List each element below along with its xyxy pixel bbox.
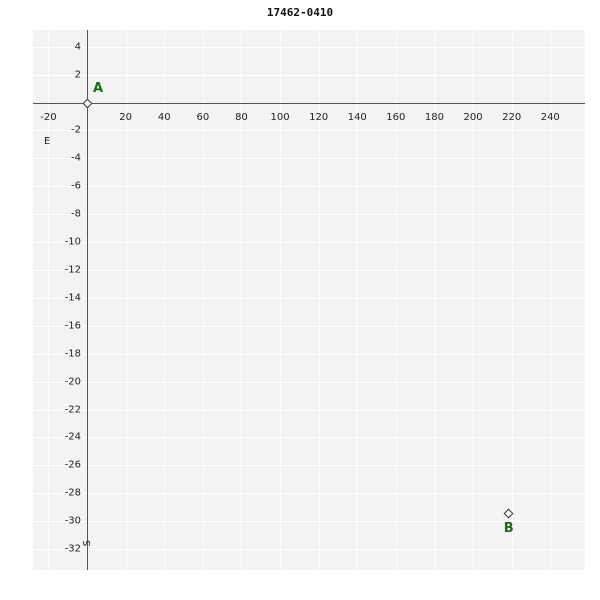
y-axis-tick-label: -32	[64, 543, 82, 555]
gridline-horizontal	[33, 242, 585, 243]
chart-title: 17462-0410	[266, 6, 334, 19]
gridline-horizontal	[33, 158, 585, 159]
y-axis-tick-label: -12	[64, 264, 82, 276]
x-axis-tick-label: 20	[119, 111, 133, 123]
gridline-horizontal	[33, 186, 585, 187]
gridline-horizontal	[33, 493, 585, 494]
x-axis-tick-label: 240	[540, 111, 560, 123]
gridline-horizontal	[33, 326, 585, 327]
y-axis-tick-label: -6	[71, 180, 82, 192]
y-axis-tick-label: -20	[64, 376, 82, 388]
y-axis-tick-label: -14	[64, 292, 82, 304]
gridline-horizontal	[33, 382, 585, 383]
x-axis-tick-label: 40	[157, 111, 171, 123]
gridline-horizontal	[33, 298, 585, 299]
gridline-horizontal	[33, 354, 585, 355]
x-axis-tick-label: 120	[309, 111, 329, 123]
y-axis-tick-label: -24	[64, 431, 82, 443]
x-axis-tick-label: 140	[347, 111, 367, 123]
compass-south-label: S	[82, 540, 93, 547]
y-axis-tick-label: -30	[64, 515, 82, 527]
gridline-horizontal	[33, 270, 585, 271]
x-axis-tick-label: 220	[502, 111, 522, 123]
y-axis-tick-label: -26	[64, 459, 82, 471]
x-axis-tick-label: 60	[196, 111, 210, 123]
y-axis-tick-label: -4	[71, 152, 82, 164]
gridline-horizontal	[33, 465, 585, 466]
data-point-label: B	[503, 520, 514, 536]
gridline-horizontal	[33, 437, 585, 438]
y-axis-tick-label: -16	[64, 320, 82, 332]
data-point-label: A	[93, 80, 104, 96]
x-axis-tick-label: -20	[40, 111, 57, 123]
x-axis-tick-label: 160	[386, 111, 406, 123]
gridline-horizontal	[33, 130, 585, 131]
y-axis-tick-label: -18	[64, 348, 82, 360]
y-axis-tick-label: -10	[64, 236, 82, 248]
x-axis-tick-label: 80	[235, 111, 248, 123]
gridline-horizontal	[33, 47, 585, 48]
gridline-horizontal	[33, 410, 585, 411]
gridline-horizontal	[33, 214, 585, 215]
y-axis-tick-label: 4	[74, 41, 82, 53]
y-axis-tick-label: 2	[74, 69, 82, 81]
compass-east-label: E	[44, 136, 51, 147]
x-axis-tick-label: 180	[424, 111, 444, 123]
gridline-horizontal	[33, 549, 585, 550]
y-axis-tick-label: -22	[64, 404, 82, 416]
x-axis-tick-label: 200	[463, 111, 483, 123]
gridline-horizontal	[33, 75, 585, 76]
gridline-horizontal	[33, 521, 585, 522]
y-axis-line	[87, 30, 88, 570]
x-axis-line	[33, 103, 585, 104]
y-axis-tick-label: -8	[71, 208, 82, 220]
y-axis-tick-label: -2	[71, 124, 82, 136]
x-axis-tick-label: 100	[270, 111, 290, 123]
y-axis-tick-label: -28	[64, 487, 82, 499]
